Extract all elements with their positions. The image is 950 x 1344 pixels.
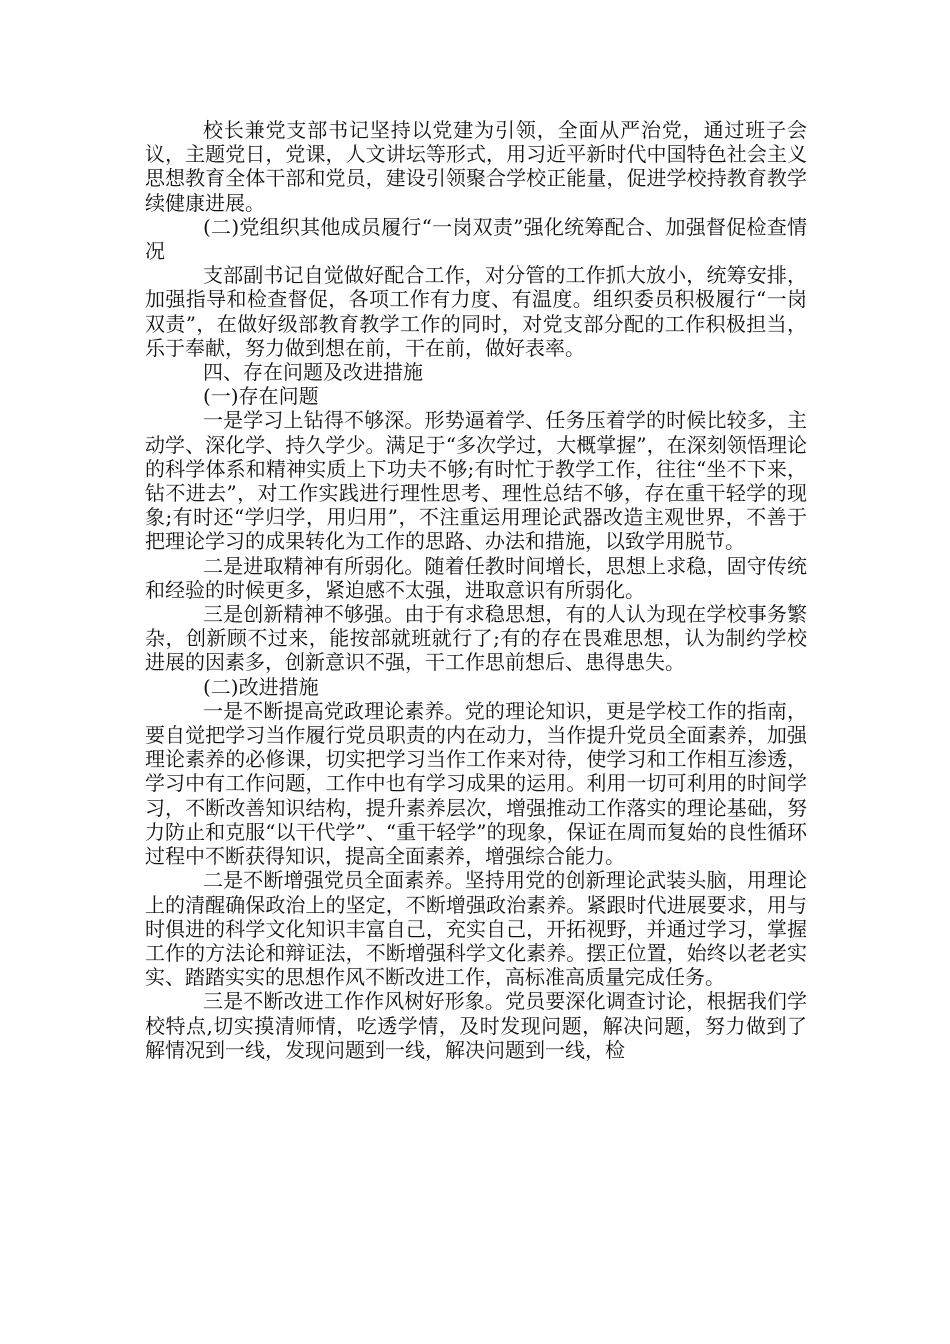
paragraph: 一是不断提高党政理论素养。党的理论知识，更是学校工作的指南，要自觉把学习当作履行党员职责的内在动力，当作提升党员全面素养，加强理论素养的必修课，切实把学习当作工作来对待，使学习和工作相互渗透，学习中有工作问题，工作中也有学习成果的运用。利用一切可利用的时间学习，不断改善知识结构，提升素养层次，增强推动工作落实的理论基础，努力防止和克服“以干代学”、“重干轻学”的现象，保证在周而复始的良性循环过程中不断获得知识，提高全面素养，增强综合能力。 (145, 698, 807, 869)
paragraph: 二是不断增强党员全面素养。坚持用党的创新理论武装头脑，用理论上的清醒确保政治上的坚定，不断增强政治素养。紧跟时代进展要求，用与时俱进的科学文化知识丰富自己，充实自己，开拓视野，并通过学习，掌握工作的方法论和辩证法，不断增强科学文化素养。摆正位置，始终以老老实实、踏踏实实的思想作风不断改进工作，高标准高质量完成任务。 (145, 868, 807, 990)
subsection-heading: (一)存在问题 (203, 384, 319, 409)
paragraph: 三是创新精神不够强。由于有求稳思想，有的人认为现在学校事务繁杂，创新顾不过来，能按部就班就行了;有的存在畏难思想，认为制约学校进展的因素多，创新意识不强，干工作思前想后、患得患失。 (145, 602, 807, 675)
document-body (145, 118, 807, 1062)
paragraph: 三是不断改进工作作风树好形象。党员要深化调查讨论，根据我们学校特点,切实摸清师情，吃透学情，及时发现问题，解决问题，努力做到了解情况到一线，发现问题到一线，解决问题到一线，检 (145, 989, 807, 1062)
subsection-heading: (二)改进措施 (203, 674, 319, 699)
section-heading: (二)党组织其他成员履行“一岗双责”强化统筹配合、加强督促检查情况 (145, 214, 807, 264)
paragraph: 校长兼党支部书记坚持以党建为引领，全面从严治党，通过班子会议，主题党日，党课，人文讲坛等形式，用习近平新时代中国特色社会主义思想教育全体干部和党员，建设引领聚合学校正能量，促进学校持教育教学续健康进展。 (145, 118, 807, 215)
paragraph: 支部副书记自觉做好配合工作，对分管的工作抓大放小，统筹安排，加强指导和检查督促，各项工作有力度、有温度。组织委员积极履行“一岗双责”，在做好级部教育教学工作的同时，对党支部分配的工作积极担当，乐于奉献，努力做到想在前，干在前，做好表率。 (145, 263, 807, 360)
paragraph: 二是进取精神有所弱化。随着任教时间增长，思想上求稳，固守传统和经验的时候更多，紧迫感不太强，进取意识有所弱化。 (145, 553, 807, 602)
section-heading: 四、存在问题及改进措施 (203, 360, 423, 385)
paragraph: 一是学习上钻得不够深。形势逼着学、任务压着学的时候比较多，主动学、深化学、持久学少。满足于“多次学过，大概掌握”，在深刻领悟理论的科学体系和精神实质上下功夫不够;有时忙于教学工作，往往“坐不下来，钻不进去”，对工作实践进行理性思考、理性总结不够，存在重干轻学的现象;有时还“学归学，用归用”，不注重运用理论武器改造主观世界，不善于把理论学习的成果转化为工作的思路、办法和措施，以致学用脱节。 (145, 408, 807, 554)
